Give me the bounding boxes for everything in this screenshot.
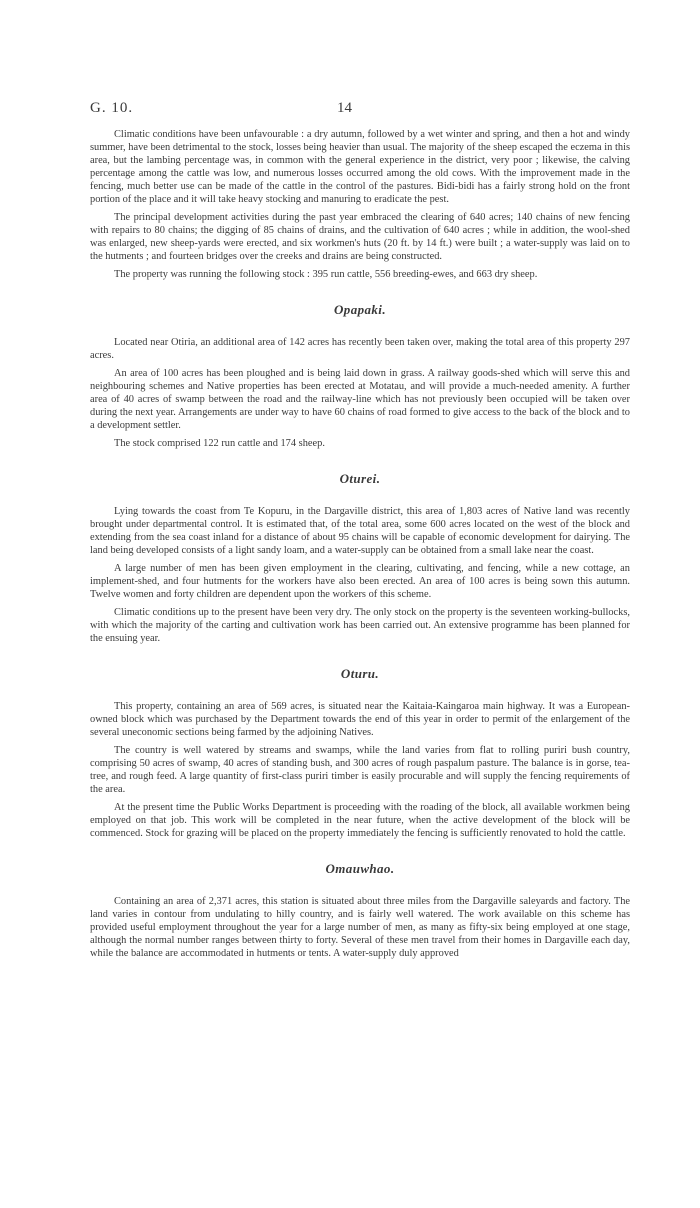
section-heading-oturu: Oturu. bbox=[340, 666, 380, 681]
section-heading-oturei: Oturei. bbox=[339, 471, 381, 486]
paragraph: Climatic conditions up to the present have been very dry. The only stock on the property is the seventeen working-bullocks, with which the majority of the carting and cultivation work has been carried out. An extensive programme has been planned for the ensuing year. bbox=[90, 607, 630, 644]
paragraph: A large number of men has been given employment in the clearing, cultivating, and fencing, while a new cottage, an implement-shed, and four hutments for the workers have also been erected. An area of 100 acres is being sown this autumn. Twelve women and forty children are dependent upon the workers of this scheme. bbox=[90, 563, 630, 600]
document-reference: G. 10. bbox=[90, 100, 134, 116]
section-heading-omauwhao: Omauwhao. bbox=[325, 861, 395, 876]
page-number: 14 bbox=[337, 100, 352, 116]
paragraph: Containing an area of 2,371 acres, this station is situated about three miles from the Dargaville saleyards and factory. The land varies in contour from undulating to hilly country, and is fairly well watered. The work available on this scheme has provided useful employment throughout the year for a large number of men, as many as fifty-six being employed at one stage, although the normal number ranges between thirty to forty. Several of these men travel from their homes in Dargaville each day, while the balance are accommodated in hutments or tents. A water-supply duly approved bbox=[90, 896, 630, 959]
paragraph: The stock comprised 122 run cattle and 174 sheep. bbox=[114, 438, 325, 449]
paragraph: An area of 100 acres has been ploughed and is being laid down in grass. A railway goods-shed which will serve this and neighbouring schemes and Native properties has been erected at Motatau, and will provide a much-needed amenity. A further area of 40 acres of swamp between the road and the railway-line which has not previously been occupied will be taken over during the next year. Arrangements are under way to have 60 chains of road formed to give access to the back of the block and to a development settler. bbox=[90, 368, 630, 431]
page-header bbox=[90, 100, 630, 120]
paragraph: Located near Otiria, an additional area of 142 acres has recently been taken over, making the total area of this property 297 acres. bbox=[90, 337, 630, 361]
document-body bbox=[90, 128, 630, 965]
section-heading-opapaki: Opapaki. bbox=[334, 302, 386, 317]
paragraph: The property was running the following stock : 395 run cattle, 556 breeding-ewes, and 663 dry sheep. bbox=[114, 269, 538, 280]
paragraph: At the present time the Public Works Department is proceeding with the roading of the block, all available workmen being employed on that job. This work will be completed in the near future, when the active development of the block will be commenced. Stock for grazing will be placed on the property immediately the fencing is sufficiently renovated to hold the cattle. bbox=[90, 802, 630, 839]
paragraph: Lying towards the coast from Te Kopuru, in the Dargaville district, this area of 1,803 acres of Native land was recently brought under departmental control. It is estimated that, of the total area, some 600 acres located on the west of the block and extending from the sea coast inland for a distance of about 95 chains will be capable of economic development for dairying. The land being developed consists of a light sandy loam, and a water-supply can be obtained from a small lake near the coast. bbox=[90, 506, 630, 556]
paragraph: The principal development activities during the past year embraced the clearing of 640 acres; 140 chains of new fencing with repairs to 80 chains; the digging of 85 chains of drains, and the cultivation of 640 acres ; while in addition, the wool-shed was enlarged, new sheep-yards were erected, and six workmen's huts (20 ft. by 14 ft.) were built ; a water-supply was laid on to the hutments ; and fourteen bridges over the creeks and drains are being constructed. bbox=[90, 212, 630, 262]
paragraph: This property, containing an area of 569 acres, is situated near the Kaitaia-Kaingaroa main highway. It was a European-owned block which was purchased by the Department towards the end of this year in order to permit of the enlargement of the several uneconomic sections being farmed by the adjoining Natives. bbox=[90, 701, 630, 738]
paragraph: The country is well watered by streams and swamps, while the land varies from flat to rolling puriri bush country, comprising 50 acres of swamp, 40 acres of standing bush, and 300 acres of rough paspalum pasture. The balance is in gorse, tea-tree, and rough feed. A large quantity of first-class puriri timber is easily procurable and will supply the fencing requirements of the area. bbox=[90, 745, 630, 795]
paragraph: Climatic conditions have been unfavourable : a dry autumn, followed by a wet winter and spring, and then a hot and windy summer, have been detrimental to the stock, losses being heavier than usual. The majority of the sheep escaped the eczema in this area, but the lambing percentage was, in common with the general experience in the district, very poor ; likewise, the calving percentage among the cattle was low, and numerous losses occurred among the old cows. With the improvement made in the fencing, much better use can be made of the cattle in the control of the pastures. Bidi-bidi has a fairly strong hold on the front portion of the place and it will take heavy stocking and manuring to eradicate the pest. bbox=[90, 129, 630, 205]
